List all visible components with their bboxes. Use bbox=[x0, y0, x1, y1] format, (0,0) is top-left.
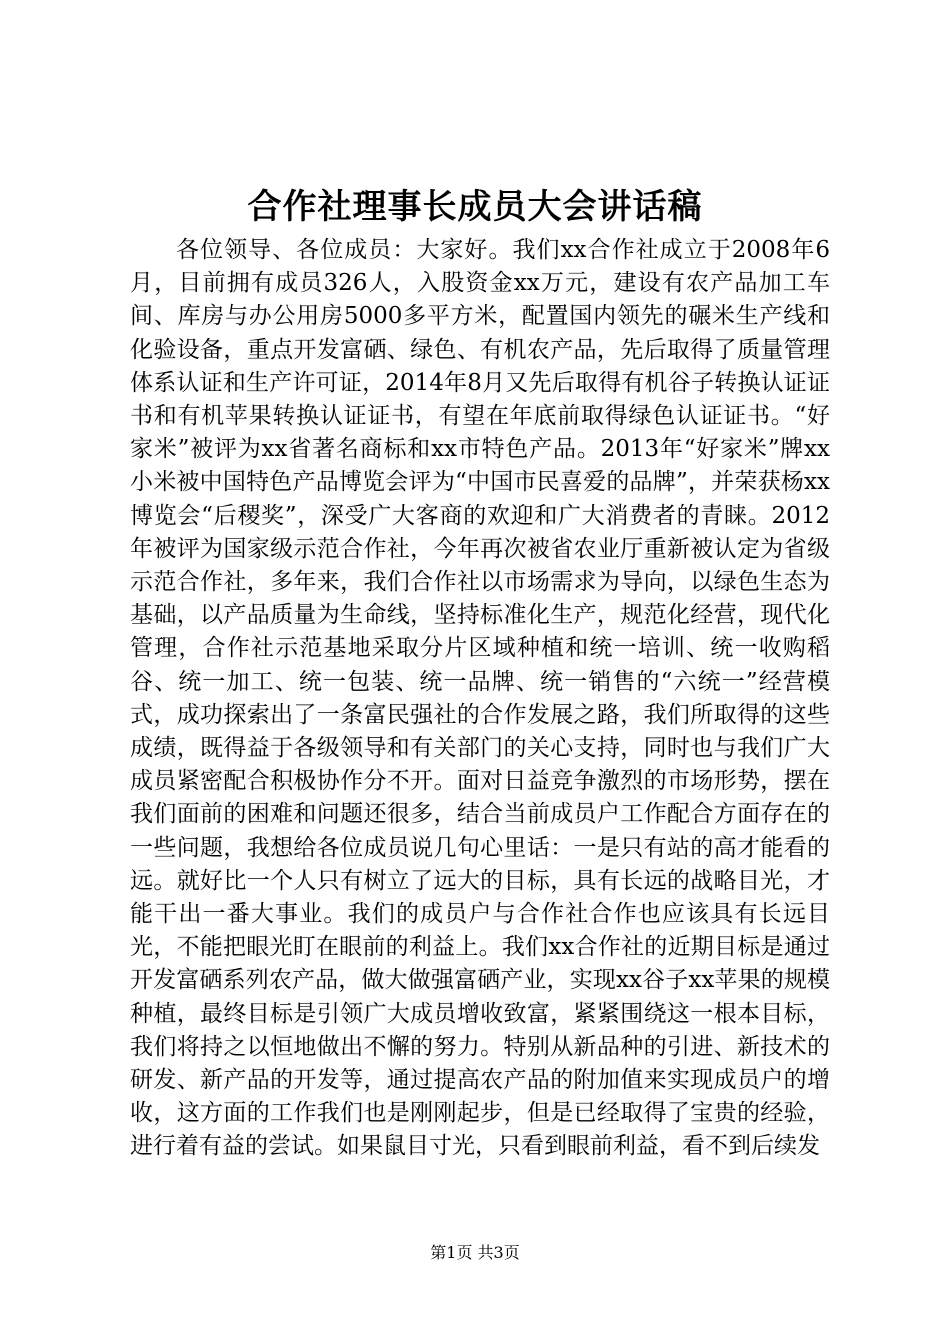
document-title: 合作社理事长成员大会讲话稿 bbox=[247, 187, 703, 227]
page-footer: 第1页 共3页 bbox=[430, 1243, 520, 1262]
body-paragraph: 各位领导、各位成员：大家好。我们xx合作社成立于2008年6月，目前拥有成员326人，入股资金xx万元，建设有农产品加工车间、库房与办公用房5000多平方米，配置国内领先的碾米生产线和化验设备，重点开发富硒、绿色、有机农产品，先后取得了质量管理体系认证和生产许可证，2014年8月又先后取得有机谷子转换认证证书和有机苹果转换认证证书，有望在年底前取得绿色认证证书。“好家米”被评为xx省著名商标和xx市特色产品。2013年“好家米”牌xx小米被中国特色产品博览会评为“中国市民喜爱的品牌”，并荣获杨xx博览会“后稷奖”，深受广大客商的欢迎和广大消费者的青睐。2012年被评为国家级示范合作社，今年再次被省农业厅重新被认定为省级示范合作社，多年来，我们合作社以市场需求为导向，以绿色生态为基础，以产品质量为生命线，坚持标准化生产，规范化经营，现代化管理，合作社示范基地采取分片区域种植和统一培训、统一收购稻谷、统一加工、统一包装、统一品牌、统一销售的“六统一”经营模式，成功探索出了一条富民强社的合作发展之路，我们所取得的这些成绩，既得益于各级领导和有关部门的关心支持，同时也与我们广大成员紧密配合积极协作分不开。面对日益竞争激烈的市场形势，摆在我们面前的困难和问题还很多，结合当前成员户工作配合方面存在的一些问题，我想给各位成员说几句心里话：一是只有站的高才能看的远。就好比一个人只有树立了远大的目标，具有长远的战略目光，才能干出一番大事业。我们的成员户与合作社合作也应该具有长远目光，不能把眼光盯在眼前的利益上。我们xx合作社的近期目标是通过开发富硒系列农产品，做大做强富硒产业，实现xx谷子xx苹果的规模种植，最终目标是引领广大成员增收致富，紧紧围绕这一根本目标，我们将持之以恒地做出不懈的努力。特别从新品种的引进、新技术的研发、新产品的开发等，通过提高农产品的附加值来实现成员户的增收，这方面的工作我们也是刚刚起步，但是已经取得了宝贵的经验，进行着有益的尝试。如果鼠目寸光，只看到眼前利益，看不到后续发 bbox=[130, 237, 830, 1160]
